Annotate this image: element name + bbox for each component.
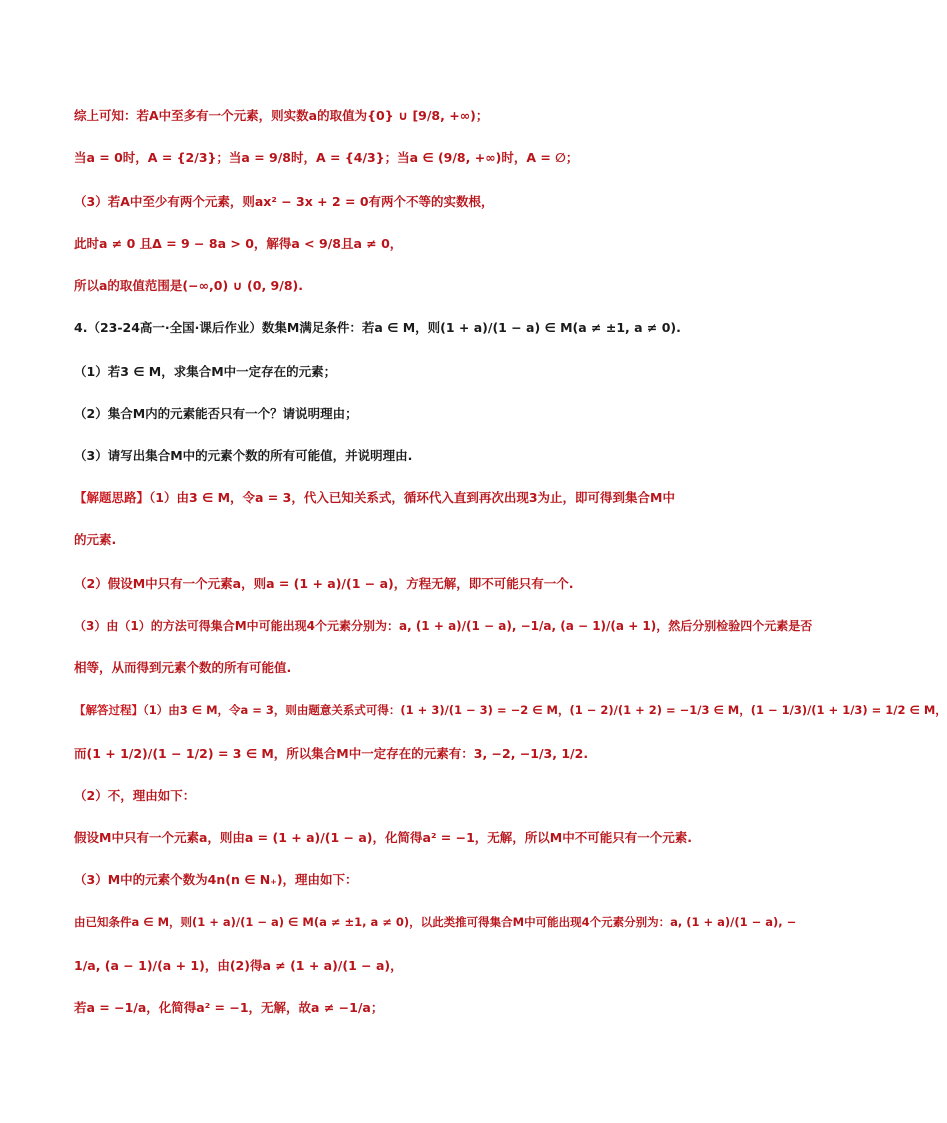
analysis-p1-line2: 的元素. xyxy=(74,532,117,547)
analysis-p1-text: （1）由3 ∈ M，令a = 3，代入已知关系式，循环代入直到再次出现3为止，即可得到集合M中 xyxy=(149,490,675,505)
solution-s3-line3: 若a = −1/a，化简得a² = −1，无解，故a ≠ −1/a； xyxy=(74,1000,384,1015)
solution-s1-line1 xyxy=(74,700,947,720)
part3-conclusion-line: 所以a的取值范围是(−∞,0) ∪ (0, 9/8). xyxy=(74,278,303,293)
solution-s3-line1: 由已知条件a ∈ M，则(1 + a)/(1 − a) ∈ M(a ≠ ±1, a ≠ 0)，以此类推可得集合M中可能出现4个元素分别为：a, (1 + a)/(1 − a), − xyxy=(74,915,797,929)
problem4-q1: （1）若3 ∈ M，求集合M中一定存在的元素； xyxy=(74,364,337,379)
solution-tag: 【解答过程】 xyxy=(74,703,143,717)
summary-line: 综上可知：若A中至多有一个元素，则实数a的取值为{0} ∪ [9/8, +∞)； xyxy=(74,108,489,123)
solution-s2-body: 假设M中只有一个元素a，则由a = (1 + a)/(1 − a)，化简得a² = −1，无解，所以M中不可能只有一个元素. xyxy=(74,830,692,845)
problem4-q3: （3）请写出集合M中的元素个数的所有可能值，并说明理由. xyxy=(74,448,413,463)
analysis-p3-line2: 相等，从而得到元素个数的所有可能值. xyxy=(74,660,292,675)
cases-line: 当a = 0时，A = {2/3}；当a = 9/8时，A = {4/3}；当a ∈ (9/8, +∞)时，A = ∅； xyxy=(74,150,579,165)
solution-s3-head: （3）M中的元素个数为4n(n ∈ N₊)，理由如下： xyxy=(74,872,358,887)
solution-s2-head: （2）不，理由如下： xyxy=(74,788,196,803)
problem4-q2: （2）集合M内的元素能否只有一个？请说明理由； xyxy=(74,406,358,421)
analysis-tag: 【解题思路】 xyxy=(74,490,150,505)
solution-s1-text: （1）由3 ∈ M，令a = 3，则由题意关系式可得：(1 + 3)/(1 − 3) = −2 ∈ M，(1 − 2)/(1 + 2) = −1/3 ∈ M，(1 − 1/3)/(1 + 1/3) = 1/2 ∈ M， xyxy=(143,703,947,717)
analysis-p1-line1 xyxy=(74,488,734,508)
analysis-p2: （2）假设M中只有一个元素a，则a = (1 + a)/(1 − a)，方程无解，即不可能只有一个. xyxy=(74,576,574,591)
part3-intro-line: （3）若A中至少有两个元素，则ax² − 3x + 2 = 0有两个不等的实数根， xyxy=(74,194,494,209)
part3-condition-line: 此时a ≠ 0 且Δ = 9 − 8a > 0，解得a < 9/8且a ≠ 0， xyxy=(74,236,403,251)
analysis-p3-line1: （3）由（1）的方法可得集合M中可能出现4个元素分别为：a, (1 + a)/(1 − a), −1/a, (a − 1)/(a + 1)，然后分别检验四个元素是否 xyxy=(74,619,813,633)
solution-s3-line2: 1/a, (a − 1)/(a + 1)，由(2)得a ≠ (1 + a)/(1 − a)， xyxy=(74,958,403,973)
solution-s1-line2: 而(1 + 1/2)/(1 − 1/2) = 3 ∈ M，所以集合M中一定存在的元素有：3, −2, −1/3, 1/2. xyxy=(74,746,589,761)
problem4-stem: 4.（23-24高一·全国·课后作业）数集M满足条件：若a ∈ M，则(1 + a)/(1 − a) ∈ M(a ≠ ±1, a ≠ 0). xyxy=(74,320,681,335)
